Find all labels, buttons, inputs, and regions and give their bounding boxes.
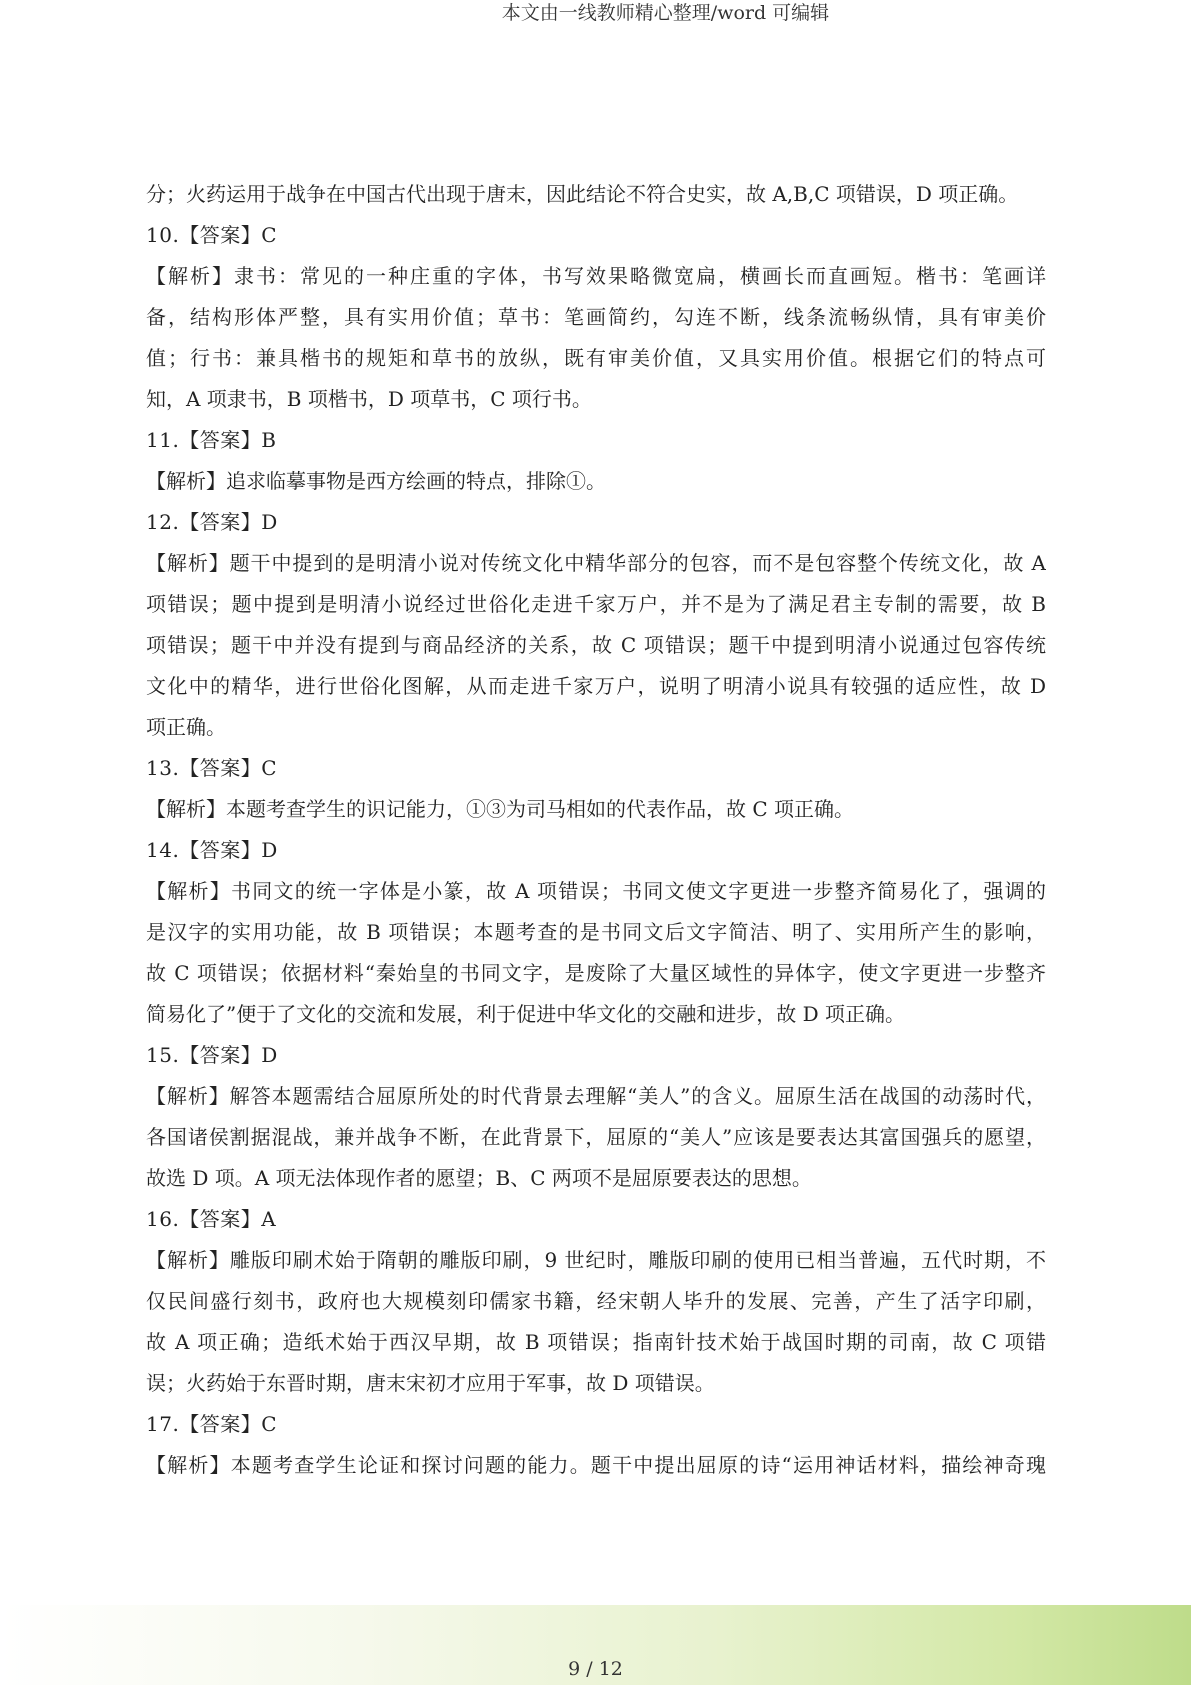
page-header: [0, 0, 1191, 30]
header-text: 本文由一线教师精心整理/word 可编辑: [501, 2, 830, 24]
text-line: 备，结构形体严整，具有实用价值；草书：笔画简约，勾连不断，线条流畅纵情，具有审美价: [146, 305, 1046, 329]
text-line: 故 C 项错误；依据材料“秦始皇的书同文字，是废除了大量区域性的异体字，使文字更进一步整齐: [146, 961, 1046, 985]
text-line: 各国诸侯割据混战，兼并战争不断，在此背景下，屈原的“美人”应该是要表达其富国强兵的愿望，: [146, 1125, 1046, 1149]
text-line: 【解析】雕版印刷术始于隋朝的雕版印刷，9 世纪时，雕版印刷的使用已相当普遍，五代时期，不: [146, 1248, 1046, 1272]
text-line: 故 A 项正确；造纸术始于西汉早期，故 B 项错误；指南针技术始于战国时期的司南，故 C 项错: [146, 1330, 1046, 1354]
text-line: 分；火药运用于战争在中国古代出现于唐末，因此结论不符合史实，故 A,B,C 项错误，D 项正确。: [146, 182, 1019, 206]
answer-line: 10.【答案】C: [146, 223, 278, 247]
text-line: 【解析】解答本题需结合屈原所处的时代背景去理解“美人”的含义。屈原生活在战国的动荡时代，: [146, 1084, 1046, 1108]
text-line: 文化中的精华，进行世俗化图解，从而走进千家万户，说明了明清小说具有较强的适应性，故 D: [146, 674, 1046, 698]
text-line: 项错误；题中提到是明清小说经过世俗化走进千家万户，并不是为了满足君主专制的需要，故 B: [146, 592, 1046, 616]
text-line: 【解析】题干中提到的是明清小说对传统文化中精华部分的包容，而不是包容整个传统文化，故 A: [146, 551, 1046, 575]
answer-line: 15.【答案】D: [146, 1043, 278, 1067]
text-line: 故选 D 项。A 项无法体现作者的愿望；B、C 两项不是屈原要表达的思想。: [146, 1166, 812, 1190]
text-line: 是汉字的实用功能，故 B 项错误；本题考查的是书同文后文字简洁、明了、实用所产生的影响，: [146, 920, 1046, 944]
text-line: 值；行书：兼具楷书的规矩和草书的放纵，既有审美价值，又具实用价值。根据它们的特点可: [146, 346, 1046, 370]
text-line: 误；火药始于东晋时期，唐末宋初才应用于军事，故 D 项错误。: [146, 1371, 715, 1395]
text-line: 【解析】本题考查学生的识记能力，①③为司马相如的代表作品，故 C 项正确。: [146, 797, 855, 821]
page-number: 9 / 12: [568, 1658, 623, 1680]
text-line: 【解析】本题考查学生论证和探讨问题的能力。题干中提出屈原的诗“运用神话材料，描绘神奇瑰: [146, 1453, 1046, 1477]
answer-line: 17.【答案】C: [146, 1412, 278, 1436]
answer-line: 13.【答案】C: [146, 756, 278, 780]
text-line: 【解析】追求临摹事物是西方绘画的特点，排除①。: [146, 469, 606, 493]
text-line: 项正确。: [146, 715, 226, 739]
answer-line: 14.【答案】D: [146, 838, 278, 862]
text-line: 仅民间盛行刻书，政府也大规模刻印儒家书籍，经宋朝人毕升的发展、完善，产生了活字印刷，: [146, 1289, 1046, 1313]
text-line: 【解析】书同文的统一字体是小篆，故 A 项错误；书同文使文字更进一步整齐简易化了，强调的: [146, 879, 1046, 903]
text-line: 知，A 项隶书，B 项楷书，D 项草书，C 项行书。: [146, 387, 592, 411]
text-line: 项错误；题干中并没有提到与商品经济的关系，故 C 项错误；题干中提到明清小说通过包容传统: [146, 633, 1046, 657]
answer-line: 12.【答案】D: [146, 510, 278, 534]
document-body: [146, 174, 1046, 1486]
answer-line: 16.【答案】A: [146, 1207, 277, 1231]
text-line: 【解析】隶书：常见的一种庄重的字体，书写效果略微宽扁，横画长而直画短。楷书：笔画详: [146, 264, 1046, 288]
text-line: 简易化了”便于了文化的交流和发展，利于促进中华文化的交融和进步，故 D 项正确。: [146, 1002, 905, 1026]
answer-line: 11.【答案】B: [146, 428, 277, 452]
